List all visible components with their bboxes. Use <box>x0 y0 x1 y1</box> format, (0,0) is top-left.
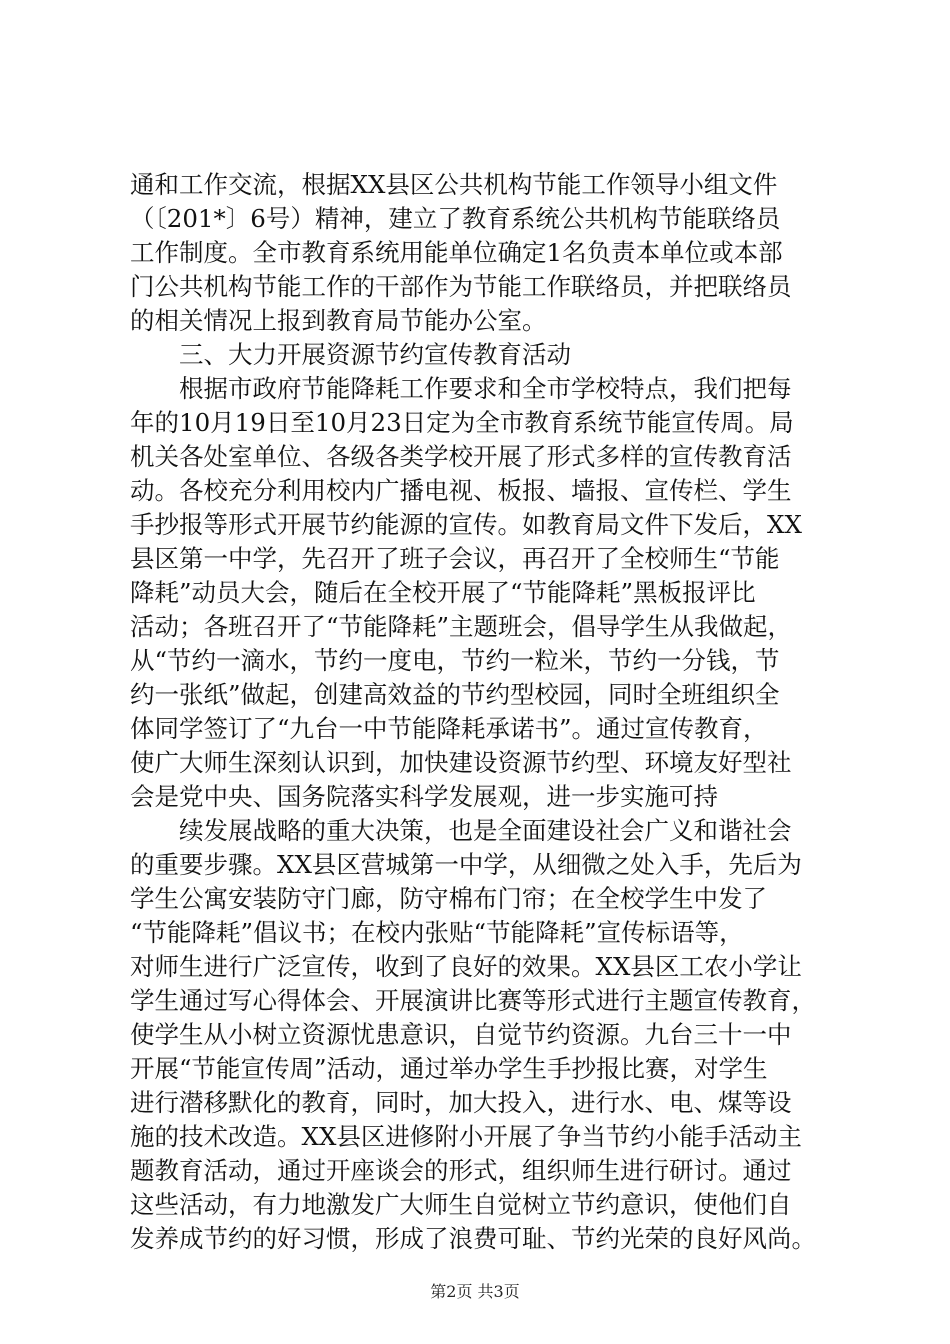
text-line: 学生公寓安装防守门廊，防守棉布门帘；在全校学生中发了 <box>130 884 767 913</box>
text-line: 续发展战略的重大决策，也是全面建设社会广义和谐社会 <box>179 816 792 845</box>
text-line: “节能降耗”倡议书；在校内张贴“节能降耗”宣传标语等， <box>130 918 744 947</box>
page-number-footer: 第2页 共3页 <box>430 1282 520 1301</box>
text-line: 工作制度。全市教育系统用能单位确定1名负责本单位或本部 <box>130 238 783 267</box>
text-line: 开展“节能宣传周”活动，通过举办学生手抄报比赛，对学生 <box>130 1054 768 1083</box>
text-line: 根据市政府节能降耗工作要求和全市学校特点，我们把每 <box>179 374 792 403</box>
text-line: （〔201*〕6号）精神，建立了教育系统公共机构节能联络员 <box>130 204 781 233</box>
text-line: 这些活动，有力地激发广大师生自觉树立节约意识，使他们自 <box>130 1190 792 1219</box>
text-line: 进行潜移默化的教育，同时，加大投入，进行水、电、煤等设 <box>130 1088 792 1117</box>
text-line: 的重要步骤。XX县区营城第一中学，从细微之处入手，先后为 <box>130 850 802 879</box>
text-line: 体同学签订了“九台一中节能降耗承诺书”。通过宣传教育， <box>130 714 768 743</box>
text-line: 从“节约一滴水，节约一度电，节约一粒米，节约一分钱，节 <box>130 646 780 675</box>
text-line: 发养成节约的好习惯，形成了浪费可耻、节约光荣的良好风尚。 <box>130 1224 816 1253</box>
text-line: 的相关情况上报到教育局节能办公室。 <box>130 306 547 335</box>
text-line: 降耗”动员大会，随后在全校开展了“节能降耗”黑板报评比 <box>130 578 756 607</box>
text-line: 对师生进行广泛宣传，收到了良好的效果。XX县区工农小学让 <box>130 952 802 981</box>
text-line: 学生通过写心得体会、开展演讲比赛等形式进行主题宣传教育， <box>130 986 816 1015</box>
document-body <box>130 168 842 1256</box>
text-line: 会是党中央、国务院落实科学发展观，进一步实施可持 <box>130 782 718 811</box>
text-line: 施的技术改造。XX县区进修附小开展了争当节约小能手活动主 <box>130 1122 802 1151</box>
text-line: 题教育活动，通过开座谈会的形式，组织师生进行研讨。通过 <box>130 1156 792 1185</box>
text-line: 县区第一中学，先召开了班子会议，再召开了全校师生“节能 <box>130 544 780 573</box>
text-line: 年的10月19日至10月23日定为全市教育系统节能宣传周。局 <box>130 408 794 437</box>
text-line: 机关各处室单位、各级各类学校开展了形式多样的宣传教育活 <box>130 442 792 471</box>
text-line: 活动；各班召开了“节能降耗”主题班会，倡导学生从我做起， <box>130 612 793 641</box>
text-line: 使广大师生深刻认识到，加快建设资源节约型、环境友好型社 <box>130 748 792 777</box>
text-line: 约一张纸”做起，创建高效益的节约型校园，同时全班组织全 <box>130 680 780 709</box>
text-line: 门公共机构节能工作的干部作为节能工作联络员，并把联络员 <box>130 272 792 301</box>
text-line: 使学生从小树立资源忧患意识，自觉节约资源。九台三十一中 <box>130 1020 792 1049</box>
text-line: 手抄报等形式开展节约能源的宣传。如教育局文件下发后，XX <box>130 510 802 539</box>
text-line: 动。各校充分利用校内广播电视、板报、墙报、宣传栏、学生 <box>130 476 792 505</box>
text-line: 通和工作交流，根据XX县区公共机构节能工作领导小组文件 <box>130 170 778 199</box>
section-heading: 三、大力开展资源节约宣传教育活动 <box>179 340 571 369</box>
